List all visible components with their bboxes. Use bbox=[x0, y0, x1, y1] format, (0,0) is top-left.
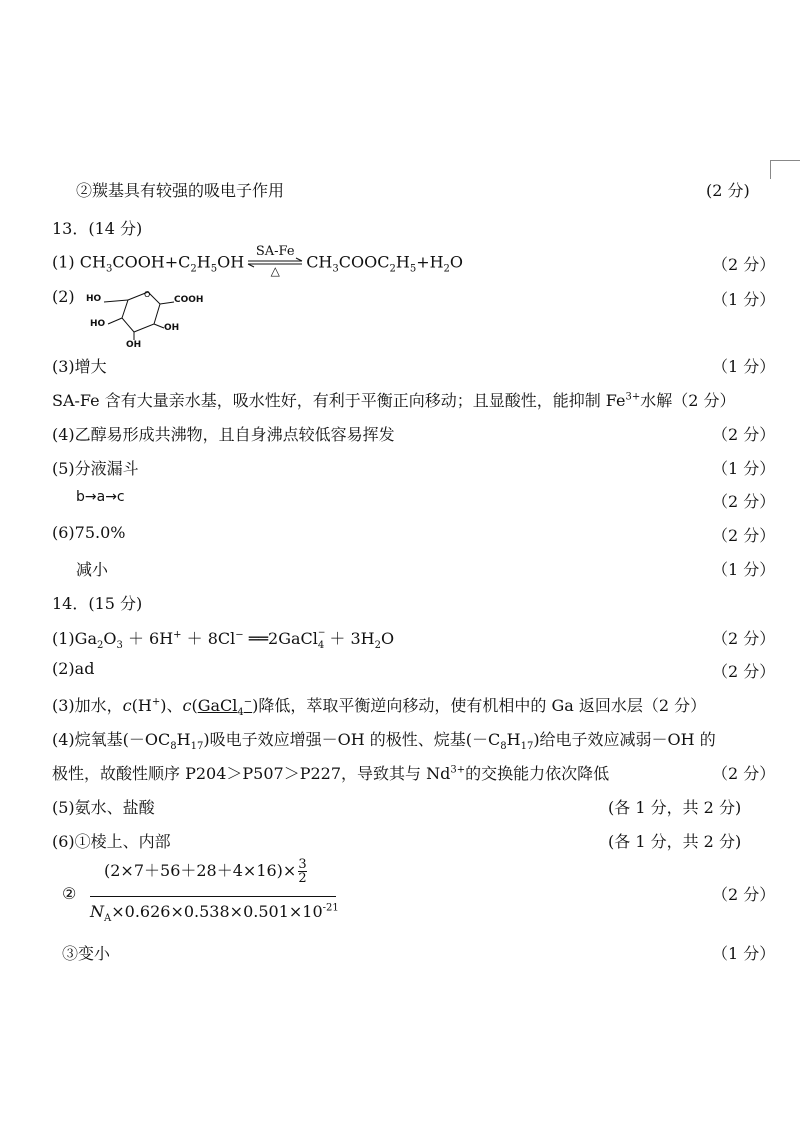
group-label: OH bbox=[126, 340, 142, 350]
group-label: COOH bbox=[174, 295, 204, 305]
score: （2 分） bbox=[712, 764, 776, 783]
score: （1 分） bbox=[712, 290, 776, 309]
answer-text: ②羰基具有较强的吸电子作用 bbox=[76, 181, 285, 200]
item-marker: ② bbox=[62, 884, 77, 903]
score: (各 1 分，共 2 分) bbox=[608, 832, 742, 851]
mini-fraction: $\frac{3}{2}$ bbox=[298, 857, 307, 886]
answer-line bbox=[0, 626, 800, 650]
answer-line bbox=[0, 761, 800, 785]
answer-line bbox=[0, 557, 800, 581]
page-corner-mark bbox=[770, 160, 800, 179]
fraction-bar bbox=[90, 896, 336, 897]
formula-numerator: (2×7＋56＋28＋4×16)× $\frac{3}{2}$ bbox=[104, 857, 307, 886]
answer-line bbox=[0, 244, 800, 278]
score: （2 分） bbox=[712, 629, 776, 648]
answer-line bbox=[0, 456, 800, 480]
answer-line bbox=[0, 727, 800, 751]
answer-line bbox=[0, 795, 800, 819]
question-title bbox=[0, 216, 800, 240]
score: （1 分） bbox=[712, 459, 776, 478]
question-13-title: 13．(14 分) bbox=[52, 219, 143, 238]
score: (2 分) bbox=[706, 181, 750, 200]
answer-text: 减小 bbox=[76, 560, 109, 579]
glucuronic-acid-structure bbox=[86, 288, 204, 352]
answer-text: ③变小 bbox=[62, 944, 111, 963]
answer-line bbox=[0, 523, 800, 547]
answer-text: (5)分液漏斗 bbox=[52, 459, 139, 478]
answer-line bbox=[0, 178, 800, 202]
score: （1 分） bbox=[712, 560, 776, 579]
group-label: HO bbox=[86, 294, 102, 304]
answer-text: SA-Fe 含有大量亲水基，吸水性好，有利于平衡正向移动；且显酸性，能抑制 $Fe^{3+}$水解（2 分） bbox=[52, 391, 736, 410]
question-14-title: 14．(15 分) bbox=[52, 594, 143, 613]
answer-text: (6)①棱上、内部 bbox=[52, 832, 171, 851]
score: （2 分） bbox=[712, 662, 776, 681]
reaction-condition-top: SA-Fe bbox=[255, 244, 295, 259]
svg-text:O: O bbox=[144, 290, 151, 299]
score: （1 分） bbox=[712, 944, 776, 963]
answer-text: 极性，故酸性顺序 P204＞P507＞P227，导致其与 $Nd^{3+}$的交换能力依次降低 bbox=[52, 764, 610, 783]
equation: (1) $CH_3COOH+C_2H_5OH$ SA-Fe △ $CH_3COOC_2H_5+H_2O$ bbox=[52, 244, 464, 278]
answer-text: (3)加水，c(H+)、c(GaCl$_4$−)降低，萃取平衡逆向移动，使有机相中的 Ga 返回水层（2 分） bbox=[52, 696, 707, 719]
question-title bbox=[0, 591, 800, 615]
answer-line bbox=[0, 659, 800, 683]
answer-line bbox=[0, 489, 800, 513]
score: （2 分） bbox=[712, 885, 776, 904]
answer-text: (4)烷氧基$(-OC_8H_{17})$吸电子效应增强－OH 的极性、烷基$(-C_8H_{17})$给电子效应减弱－OH 的 bbox=[52, 730, 716, 753]
answer-text: (3)增大 bbox=[52, 357, 107, 376]
answer-line bbox=[0, 829, 800, 853]
score: （2 分） bbox=[712, 526, 776, 545]
group-label: OH bbox=[164, 323, 180, 333]
reaction-condition-bottom: △ bbox=[270, 264, 280, 278]
answer-line bbox=[0, 693, 800, 717]
part-label: (2) bbox=[52, 287, 75, 306]
answer-line bbox=[0, 354, 800, 378]
answer-line bbox=[0, 422, 800, 446]
answer-text: (5)氨水、盐酸 bbox=[52, 798, 155, 817]
group-label: HO bbox=[90, 319, 106, 329]
reversible-arrow bbox=[246, 244, 304, 278]
answer-text: (6)75.0% bbox=[52, 523, 126, 542]
score: （2 分） bbox=[712, 255, 776, 274]
answer-text: (2)ad bbox=[52, 659, 95, 678]
score: （1 分） bbox=[712, 357, 776, 376]
answer-line bbox=[0, 388, 800, 412]
score: (各 1 分，共 2 分) bbox=[608, 798, 742, 817]
score: （2 分） bbox=[712, 425, 776, 444]
answer-text: b→a→c bbox=[76, 489, 125, 505]
equation: $(1)Ga_2O_3 + 6H^+ + 8Cl^-$ ══2GaCl $_{- 4} + 3H_2O$ bbox=[52, 628, 395, 652]
score: （2 分） bbox=[712, 492, 776, 511]
answer-line bbox=[0, 941, 800, 965]
formula-denominator: $N_A\times 0.626\times 0.538\times 0.501\times 10^{-21}$ bbox=[90, 902, 339, 925]
answer-text: (4)乙醇易形成共沸物，且自身沸点较低容易挥发 bbox=[52, 425, 395, 444]
